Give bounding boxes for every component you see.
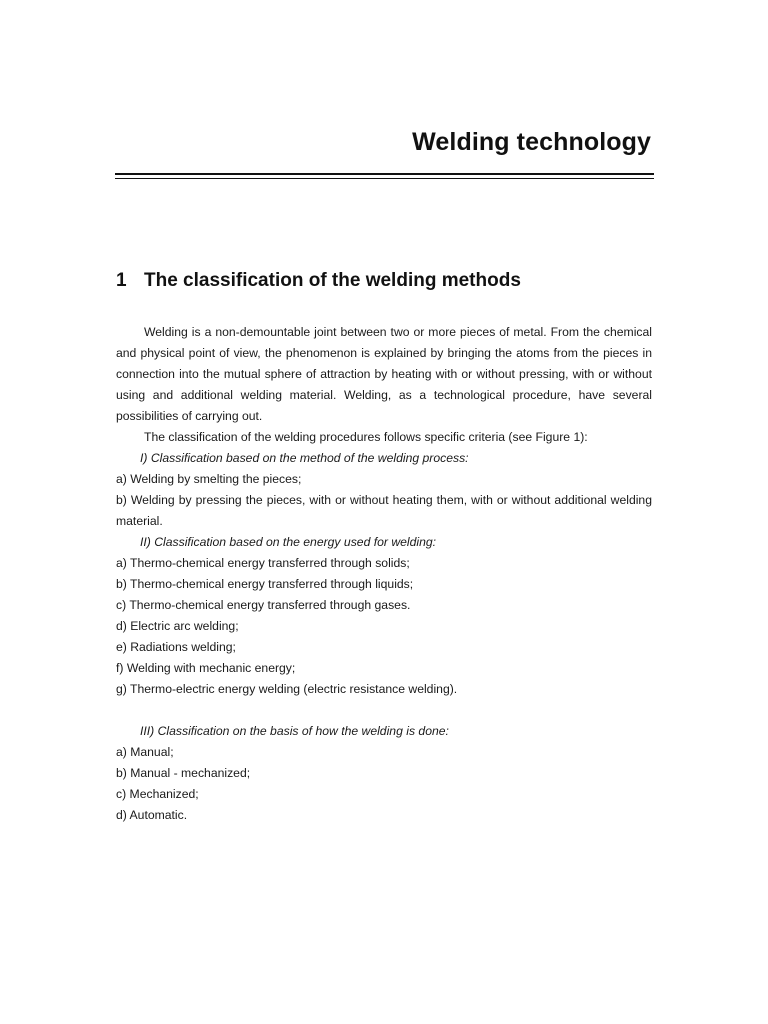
list-item: b) Thermo-chemical energy transferred through liquids; xyxy=(116,577,414,591)
list-item: f) Welding with mechanic energy; xyxy=(116,661,296,675)
criterion-heading-2: II) Classification based on the energy used for welding: xyxy=(140,535,437,549)
section-number: 1 xyxy=(116,270,127,291)
list-item: b) Welding by pressing the pieces, with or without heating them, with or without additional welding material. xyxy=(116,493,652,528)
list-item: c) Mechanized; xyxy=(116,787,199,801)
page-title: Welding technology xyxy=(412,128,651,156)
list-item: b) Manual - mechanized; xyxy=(116,766,251,780)
intro-classification-sentence: The classification of the welding procedures follows specific criteria (see Figure 1): xyxy=(144,430,588,444)
list-item: d) Automatic. xyxy=(116,808,188,822)
section-title: The classification of the welding methods xyxy=(144,270,521,291)
section-heading xyxy=(116,270,521,292)
list-item: a) Welding by smelting the pieces; xyxy=(116,472,302,486)
list-item: a) Manual; xyxy=(116,745,174,759)
list-item: c) Thermo-chemical energy transferred through gases. xyxy=(116,598,411,612)
list-item: g) Thermo-electric energy welding (electric resistance welding). xyxy=(116,682,458,696)
title-double-rule xyxy=(115,173,654,179)
list-item: d) Electric arc welding; xyxy=(116,619,239,633)
criterion-heading-3: III) Classification on the basis of how the welding is done: xyxy=(140,724,449,738)
list-item: a) Thermo-chemical energy transferred through solids; xyxy=(116,556,410,570)
criterion-heading-1: I) Classification based on the method of the welding process: xyxy=(140,451,469,465)
paragraph-spacer xyxy=(116,700,652,721)
intro-paragraph: Welding is a non-demountable joint between two or more pieces of metal. From the chemical and physical point of view, the phenomenon is explained by bringing the atoms from the pieces in connection into the mutual sphere of attraction by heating with or without pressing, with or without using and additional welding material. Welding, as a technological procedure, have several possibilities of carrying out. xyxy=(116,325,652,423)
list-item: e) Radiations welding; xyxy=(116,640,236,654)
body-text xyxy=(116,322,652,826)
